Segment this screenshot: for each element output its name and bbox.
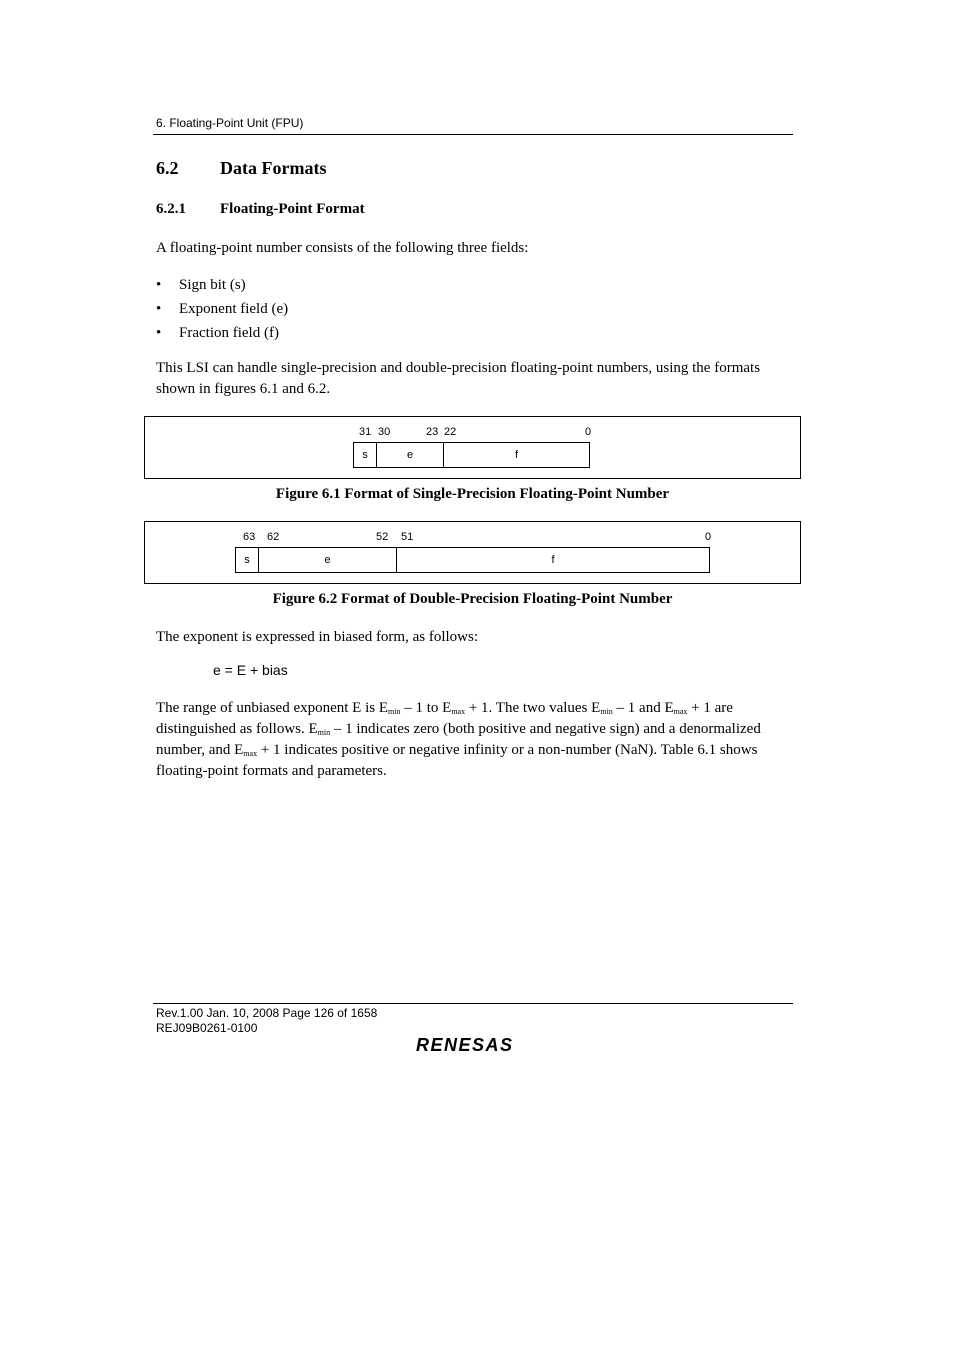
subscript-min: min <box>388 707 401 716</box>
bullet-icon: • <box>156 325 162 341</box>
range-text: – 1 to E <box>400 700 452 716</box>
exponent-paragraph: The exponent is expressed in biased form, as follows: <box>156 629 479 645</box>
bit-label-51: 51 <box>401 531 414 543</box>
renesas-logo-icon <box>416 1035 534 1055</box>
field-list <box>156 275 288 347</box>
bit-label-52: 52 <box>376 531 389 543</box>
section-title <box>156 158 326 179</box>
bit-label-30: 30 <box>378 426 391 438</box>
subscript-max: max <box>243 749 258 758</box>
range-text: + 1 are distinguished as follows. E <box>156 700 733 737</box>
sign-field: s <box>353 442 377 468</box>
range-text: – 1 and E <box>612 700 674 716</box>
running-header: 6. Floating-Point Unit (FPU) <box>156 116 304 130</box>
range-text: The range of unbiased exponent E is E <box>156 700 389 716</box>
formats-paragraph: This LSI can handle single-precision and double-precision floating-point numbers, using the formats shown in figures 6.1 and 6.2. <box>156 360 761 397</box>
list-item <box>156 323 288 347</box>
list-item-text: Sign bit (s) <box>179 277 246 293</box>
figure-6-2-box <box>144 521 801 584</box>
header-rule <box>153 134 793 135</box>
footer-doc-number: REJ09B0261-0100 <box>156 1021 258 1035</box>
subscript-max: max <box>451 707 466 716</box>
subsection-number: 6.2.1 <box>156 201 186 217</box>
figure-6-2-caption: Figure 6.2 Format of Double-Precision Floating-Point Number <box>272 591 673 607</box>
intro-paragraph: A floating-point number consists of the following three fields: <box>156 240 529 256</box>
bit-label-62: 62 <box>267 531 280 543</box>
bit-label-31: 31 <box>359 426 372 438</box>
range-text: + 1. The two values E <box>465 700 601 716</box>
section-title-text: Data Formats <box>220 158 327 178</box>
figure-6-1-caption: Figure 6.1 Format of Single-Precision Floating-Point Number <box>275 486 670 502</box>
bullet-icon: • <box>156 277 162 293</box>
bit-label-63: 63 <box>243 531 256 543</box>
subscript-max: max <box>673 707 688 716</box>
section-number: 6.2 <box>156 158 179 178</box>
bias-equation: e = E + bias <box>213 662 288 678</box>
list-item <box>156 275 288 299</box>
range-paragraph <box>156 698 796 782</box>
bullet-icon: • <box>156 301 162 317</box>
range-text: + 1 indicates positive or negative infinity or a non-number (NaN). Table 6.1 shows floating-point formats and parameters. <box>156 742 758 779</box>
exponent-field: e <box>376 442 444 468</box>
bit-label-23: 23 <box>426 426 439 438</box>
svg-text:RENESAS: RENESAS <box>416 1035 514 1055</box>
footer-revision: Rev.1.00 Jan. 10, 2008 Page 126 of 1658 <box>156 1006 378 1020</box>
subscript-min: min <box>600 707 613 716</box>
range-text: – 1 indicates zero (both positive and negative sign) and a denormalized number, and E <box>156 721 761 758</box>
fraction-field: f <box>396 547 710 573</box>
figure-6-1-box <box>144 416 801 479</box>
exponent-field: e <box>258 547 397 573</box>
footer-rule <box>153 1003 793 1004</box>
bit-label-0: 0 <box>585 426 592 438</box>
renesas-logo <box>416 1035 534 1060</box>
list-item <box>156 299 288 323</box>
list-item-text: Fraction field (f) <box>179 325 279 341</box>
subscript-min: min <box>317 728 331 737</box>
bit-label-22: 22 <box>444 426 457 438</box>
sign-field: s <box>235 547 259 573</box>
fraction-field: f <box>443 442 590 468</box>
bit-label-0: 0 <box>705 531 712 543</box>
list-item-text: Exponent field (e) <box>179 301 289 317</box>
subsection-title <box>156 201 365 218</box>
subsection-title-text: Floating-Point Format <box>220 201 365 217</box>
